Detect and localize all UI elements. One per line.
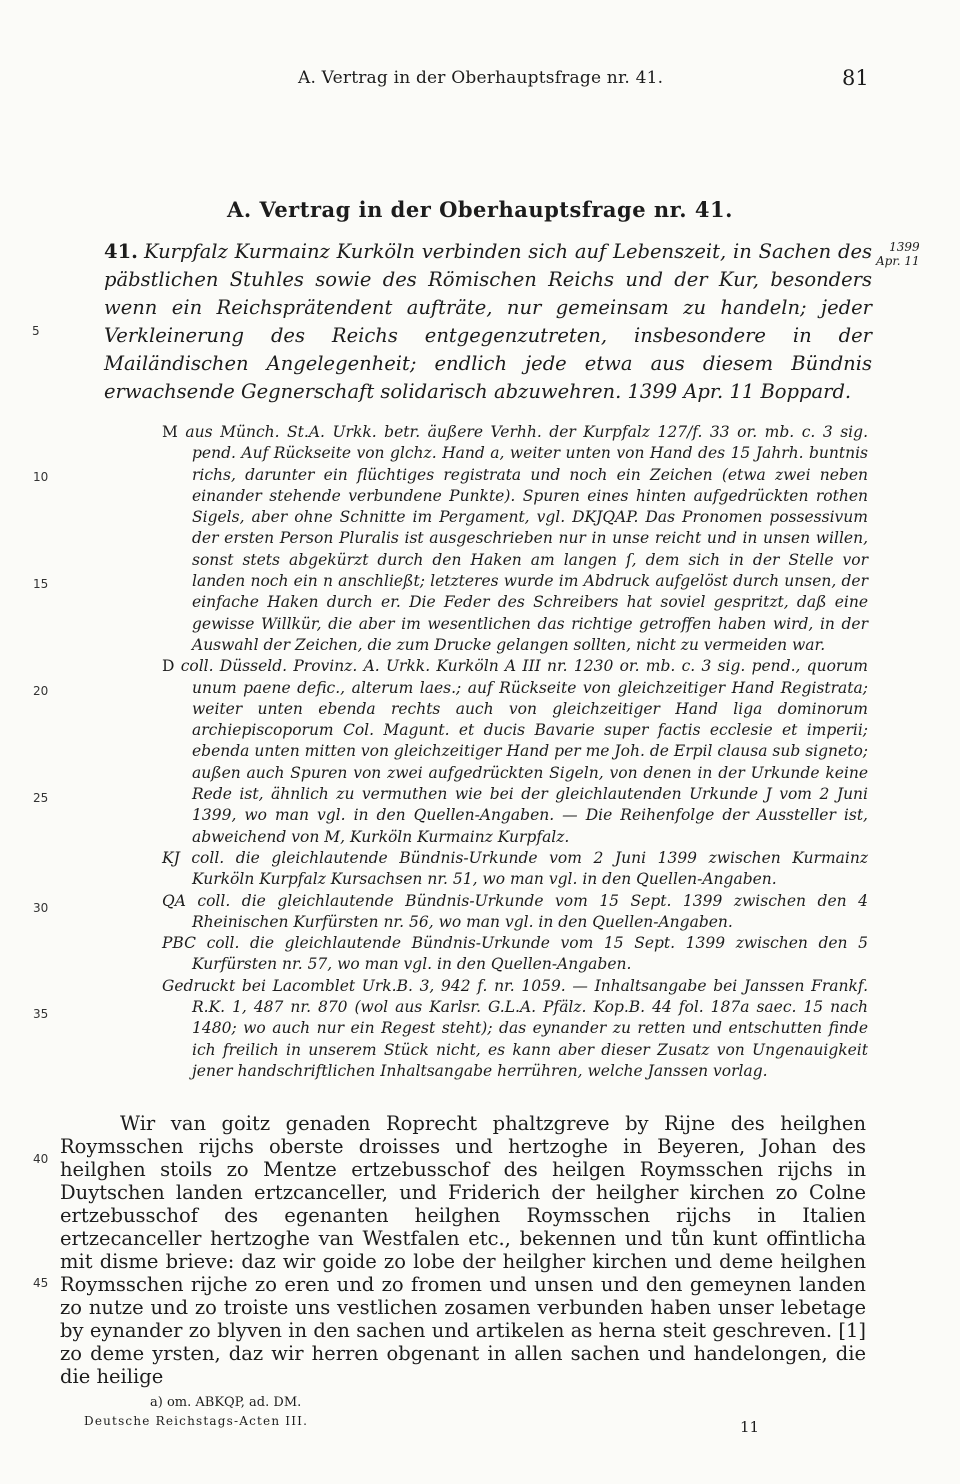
line-number: 10 xyxy=(33,470,49,484)
source-entry-d xyxy=(162,656,868,848)
source-text: bei Lacomblet Urk.B. 3, 942 f. nr. 1059. — Inhaltsangabe bei Janssen Frankf. R.K. 1, 487 nr. 870 (wol aus Karlsr. G.L.A. Pfälz. Kop.B. 44 fol. 187a saec. 15 nach 1480; wo auch nur ein Regest steht); das eynander zu retten und entschutten finde ich freilich in unserem Stück nicht, es kann aber dieser Zusatz von Ungenauigkeit jener handschriftlichen Inhaltsangabe herrühren, welche Janssen vorlag. xyxy=(192,976,868,1080)
source-text: coll. die gleichlautende Bündnis-Urkunde vom 15 Sept. 1399 zwischen den 5 Kurfürsten nr. 57, wo man vgl. in den Quellen-Angaben. xyxy=(192,934,868,974)
line-number: 5 xyxy=(32,324,40,338)
margin-day: Apr. 11 xyxy=(876,254,920,268)
printer-signature: 11 xyxy=(740,1418,760,1436)
source-entry-qa xyxy=(162,891,868,934)
source-siglum: D xyxy=(162,657,175,676)
source-entry-printed xyxy=(162,976,868,1082)
section-title: A. Vertrag in der Oberhauptsfrage nr. 41. xyxy=(227,197,733,222)
source-entry-pbc xyxy=(162,933,868,976)
line-number: 20 xyxy=(33,684,49,698)
document-number: 41. xyxy=(104,240,138,263)
line-number: 45 xyxy=(33,1276,49,1290)
source-text: coll. Düsseld. Provinz. A. Urkk. Kurköln A III nr. 1230 or. mb. c. 3 sig. pend., quorum unum paene defic., alterum laes.; auf Rückseite von gleichzeitiger Hand Registrata; weiter unten ebenda rechts auch von gleichzeitiger Hand liga dominorum archiepiscoporum Col. Magunt. et ducis Bavarie super factis ecclesie et imperii; ebenda unten mitten von gleichzeitiger Hand per me Joh. de Erpil clausa sub signeto; außen auch Spuren von zwei aufgedrückten Sigeln, von denen in der Urkunde keine Rede ist, ähnlich zu vermuthen wie bei der gleichlautenden Urkunde J vom 2 Juni 1399, wo man vgl. in den Quellen-Angaben. — Die Reihenfolge der Aussteller ist, abweichend von M, Kurköln Kurmainz Kurpfalz. xyxy=(180,657,869,846)
line-number: 30 xyxy=(33,901,49,915)
margin-date xyxy=(876,240,920,268)
source-text: coll. die gleichlautende Bündnis-Urkunde vom 2 Juni 1399 zwischen Kurmainz Kurköln Kurpfalz Kursachsen nr. 51, wo man vgl. in den Quellen-Angaben. xyxy=(191,848,868,889)
line-number: 35 xyxy=(33,1007,49,1021)
source-siglum: Gedruckt xyxy=(162,976,236,995)
page-number: 81 xyxy=(842,66,869,90)
footer-title: Deutsche Reichstags-Acten III. xyxy=(84,1414,309,1428)
source-text: aus Münch. St.A. Urkk. betr. äußere Verhh. der Kurpfalz 127/f. 33 or. mb. c. 3 sig. pend. Auf Rückseite von glchz. Hand a, weiter unten von Hand des 15 Jahrh. buntnis richs, darunter ein flüchtiges registrata und noch ein Zeichen (etwa zwei neben einander stehende verbundene Punkte). Spuren eines hinten aufgedrückten rothen Sigels, aber ohne Schnitte im Pergament, vgl. DKJQAP. Das Pronomen possessivum der ersten Person Pluralis ist ausgeschrieben nur in unse reicht und in unsen willen, sonst stets abgekürzt durch den Haken am langen ſ, dem sich in der Stelle vor landen noch ein n anschließt; letzteres wurde im Abdruck aufgelöst durch unsen, der einfache Haken durch er. Die Feder des Schreibers hat soviel gespritzt, daß eine gewisse Willkür, die aber im wesentlichen das richtige getroffen haben wird, in der Auswahl der Zeichen, die zum Drucke gelangen sollten, nicht zu vermeiden war. xyxy=(185,423,868,654)
source-siglum: QA xyxy=(162,891,186,910)
line-number: 15 xyxy=(33,577,49,591)
running-head: A. Vertrag in der Oberhauptsfrage nr. 41. xyxy=(298,68,664,88)
main-paragraph: Wir van goitz genaden Roprecht phaltzgreve by Rijne des heilghen Roymsschen rijchs oberste droisses und hertzoghe in Beyeren, Johan des heilghen stoils zo Mentze ertzebusschof des heilgen Roymsschen rijchs in Duytschen landen ertzcanceller, und Friderich der heilgher kirchen zo Colne ertzebusschof des egenanten heilghen Roymsschen rijchs in Italien ertzecanceller hertzoghe van Westfalen etc., bekennen und tůn kunt offintlicha mit disme brieve: daz wir goide zo lobe der heilgher kirchen und deme heilghen Roymsschen rijche zo eren und zo fromen und unsen und den gemeynen landen zo nutze und zo troiste uns vestlichen zosamen verbunden haben unser lebetage by eynander zo blyven in den sachen und artikelen as herna steit geschreven. [1] zo deme yrsten, daz wir herren obgenant in allen sachen und handelongen, die die heilige xyxy=(60,1112,866,1388)
source-siglum: KJ xyxy=(162,848,180,867)
footnote: a) om. ABKQP, ad. DM. xyxy=(150,1395,302,1410)
source-entry-m xyxy=(162,422,868,656)
source-text: coll. die gleichlautende Bündnis-Urkunde vom 15 Sept. 1399 zwischen den 4 Rheinischen Kurfürsten nr. 56, wo man vgl. in den Quellen-Angaben. xyxy=(192,891,868,931)
source-entry-kj xyxy=(162,848,868,891)
margin-year: 1399 xyxy=(889,240,920,254)
regest-text: Kurpfalz Kurmainz Kurköln verbinden sich auf Lebenszeit, in Sachen des päbstlichen Stuhles sowie des Römischen Reichs und der Kur, besonders wenn ein Reichsprätendent aufträte, nur gemeinsam zu handeln; jeder Verkleinerung des Reichs entgegenzutreten, insbesondere in der Mailändischen Angelegenheit; endlich jede etwa aus diesem Bündnis erwachsende Gegnerschaft solidarisch abzuwehren. 1399 Apr. 11 Boppard. xyxy=(104,240,872,403)
line-number: 25 xyxy=(33,791,49,805)
regest xyxy=(104,238,872,406)
line-number: 40 xyxy=(33,1152,49,1166)
source-apparatus xyxy=(162,422,868,1082)
source-siglum: PBC xyxy=(162,934,196,953)
source-siglum: M xyxy=(162,423,178,441)
document-text xyxy=(60,1112,866,1388)
